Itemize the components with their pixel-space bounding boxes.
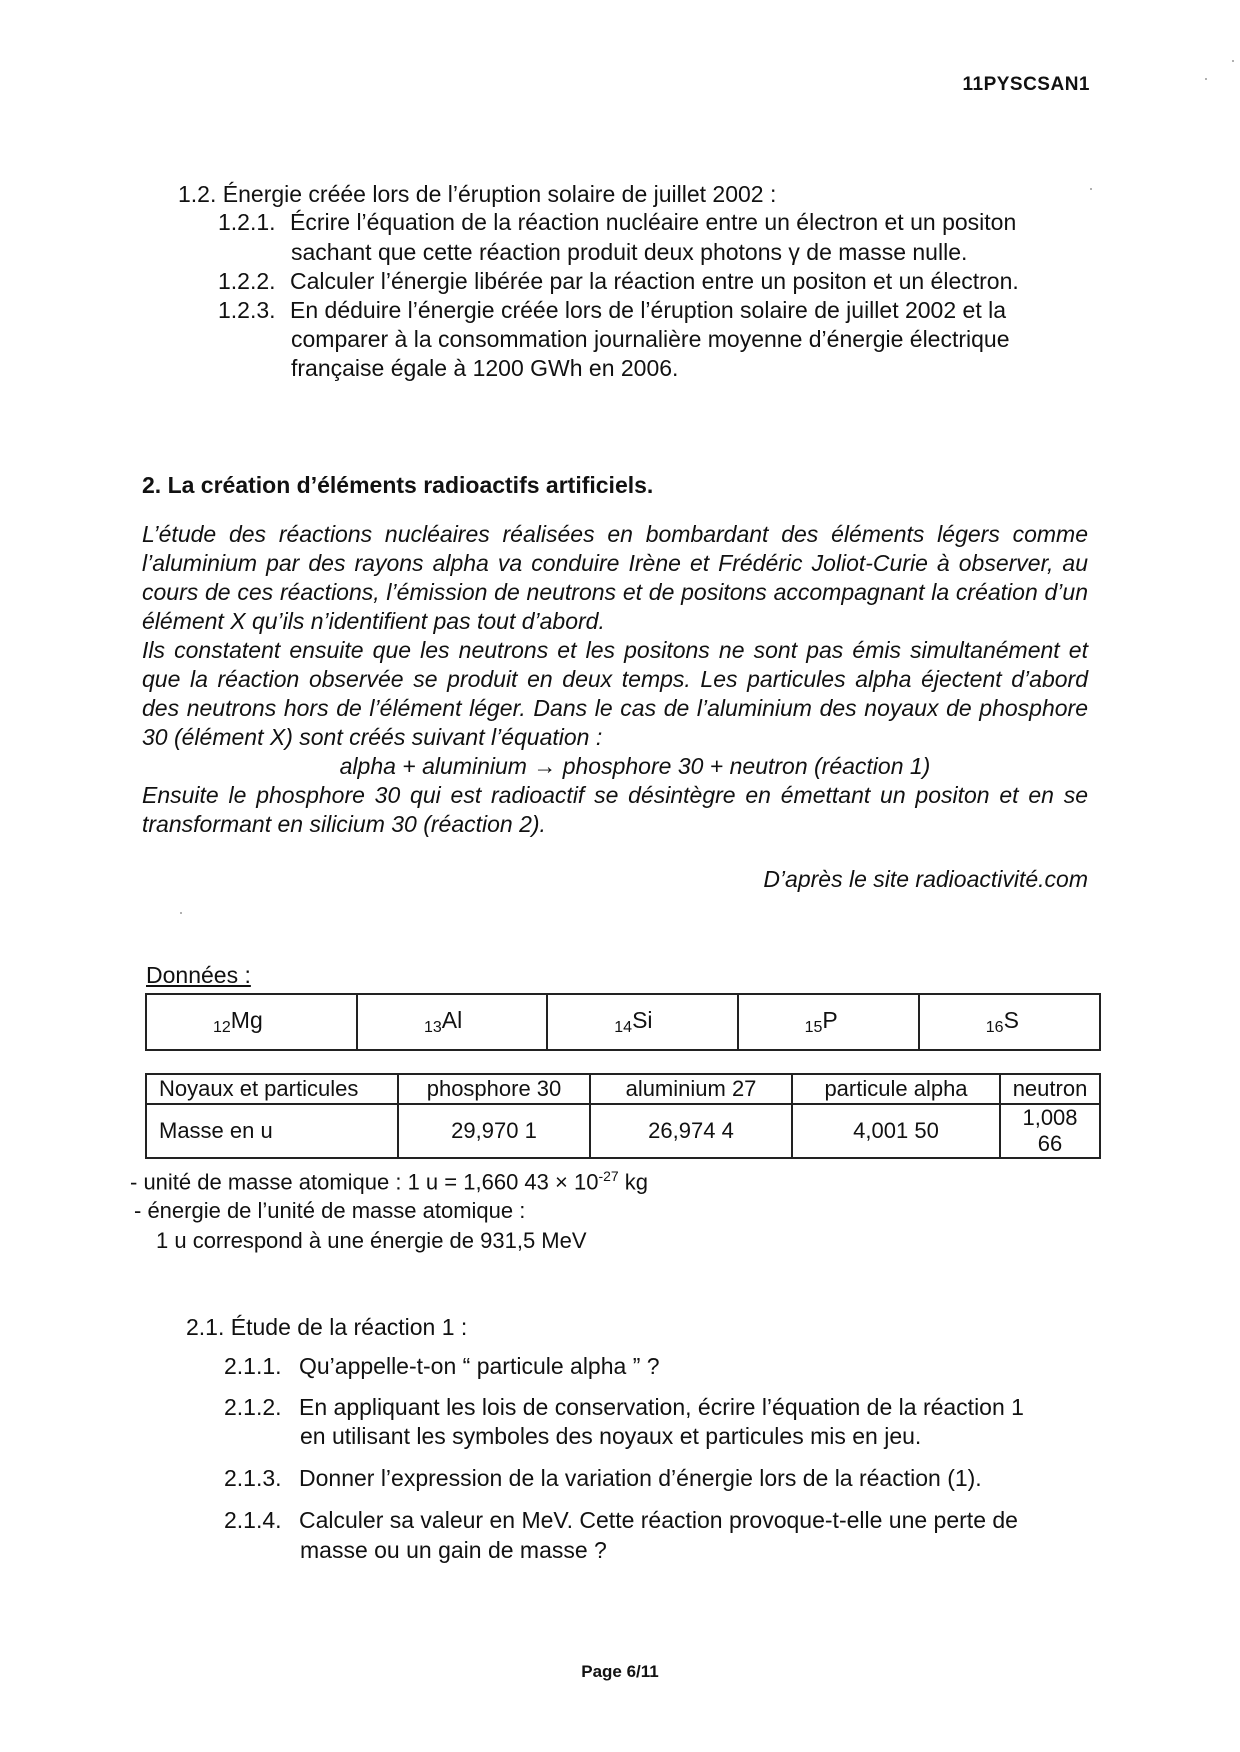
quote-block: [142, 520, 1088, 839]
question-1-2-2: [218, 267, 1019, 296]
page-number: Page 6/11: [581, 1662, 659, 1681]
table-cell: phosphore 30: [398, 1074, 590, 1104]
scan-speck: [1205, 78, 1207, 80]
scan-speck: [1232, 60, 1234, 62]
table-cell: 26,974 4: [590, 1104, 792, 1158]
question-1-2-1-cont: sachant que cette réaction produit deux photons γ de masse nulle.: [291, 239, 968, 265]
data-label: Données :: [146, 962, 251, 988]
question-2-1-4: [224, 1506, 1018, 1535]
question-1-2-1: [218, 208, 1016, 237]
energy-line-2: 1 u correspond à une énergie de 931,5 MeV: [156, 1228, 587, 1253]
element-cell: $_{14}$Si: [547, 994, 737, 1050]
question-number: 2.1.2.: [224, 1394, 282, 1420]
question-number: 1.2.2.: [218, 268, 276, 294]
question-text: Calculer l’énergie libérée par la réaction entre un positon et un électron.: [290, 268, 1019, 294]
question-text: En déduire l’énergie créée lors de l’éruption solaire de juillet 2002 et la: [290, 297, 1006, 323]
element-cell: $_{16}$S: [919, 994, 1100, 1050]
element-cell: $_{12}$Mg: [146, 994, 357, 1050]
quote-paragraph-3: Ensuite le phosphore 30 qui est radioactif se désintègre en émettant un positon et en se transformant en silicium 30 (réaction 2).: [142, 782, 1088, 837]
question-number: 1.2.1.: [218, 209, 276, 235]
question-2-1-1: [224, 1352, 660, 1381]
question-2-1-2: [224, 1393, 1024, 1422]
table-cell: particule alpha: [792, 1074, 1000, 1104]
heading-text: Énergie créée lors de l’éruption solaire de juillet 2002 :: [222, 181, 777, 207]
section-title: 2. La création d’éléments radioactifs artificiels.: [142, 472, 654, 498]
element-cell: $_{13}$Al: [357, 994, 547, 1050]
question-2-1-4-cont: masse ou un gain de masse ?: [300, 1537, 607, 1563]
question-number: 2.1.3.: [224, 1465, 282, 1491]
heading-text: Étude de la réaction 1 :: [230, 1314, 468, 1340]
table-cell: Noyaux et particules: [146, 1074, 398, 1104]
quote-paragraph-1: L’étude des réactions nucléaires réalisées en bombardant des éléments légers comme l’aluminium par des rayons alpha va conduire Irène et Frédéric Joliot-Curie à observer, au cours de ces réactions, l’émission de neutrons et de positons accompagnant la création d’un élément X qu’ils n’identifient pas tout d’abord.: [142, 521, 1088, 634]
table-row: [146, 1104, 1100, 1158]
heading-number: 1.2.: [178, 181, 217, 207]
question-text: Calculer sa valeur en MeV. Cette réaction provoque-t-elle une perte de: [299, 1507, 1018, 1533]
question-number: 1.2.3.: [218, 297, 276, 323]
elements-table: [145, 993, 1101, 1051]
heading-1-2: [178, 180, 776, 209]
question-text: En appliquant les lois de conservation, écrire l’équation de la réaction 1: [299, 1394, 1024, 1420]
reaction-1-equation: alpha + aluminium → phosphore 30 + neutron (réaction 1): [339, 753, 931, 779]
question-1-2-3: [218, 296, 1006, 325]
table-cell: neutron: [1000, 1074, 1100, 1104]
question-1-2-3-cont2: française égale à 1200 GWh en 2006.: [291, 355, 679, 381]
quote-paragraph-2: Ils constatent ensuite que les neutrons et les positons ne sont pas émis simultanément et que la réaction observée se produit en deux temps. Les particules alpha éjectent d’abord des neutrons hors de l’élément léger. Dans le cas de l’aluminium des noyaux de phosphore 30 (élément X) sont créés suivant l’équation :: [142, 637, 1088, 750]
masses-table: [145, 1073, 1101, 1159]
question-text: Donner l’expression de la variation d’énergie lors de la réaction (1).: [299, 1465, 982, 1491]
table-cell: 1,008 66: [1000, 1104, 1100, 1158]
question-number: 2.1.1.: [224, 1353, 282, 1379]
table-header-row: [146, 1074, 1100, 1104]
uma-line: - unité de masse atomique : 1 u = 1,660 $43 \times 10^{-27}$ kg: [130, 1168, 649, 1195]
scan-speck: [1090, 188, 1092, 190]
question-text: Qu’appelle-t-on “ particule alpha ” ?: [299, 1353, 660, 1379]
energy-line-1: - énergie de l’unité de masse atomique :: [134, 1198, 526, 1223]
table-cell: 4,001 50: [792, 1104, 1000, 1158]
document-code: 11PYSCSAN1: [962, 74, 1090, 95]
question-number: 2.1.4.: [224, 1507, 282, 1533]
question-2-1-3: [224, 1464, 982, 1493]
scan-speck: [180, 912, 182, 914]
question-1-2-3-cont: comparer à la consommation journalière moyenne d’énergie électrique: [291, 326, 1010, 352]
table-cell: Masse en u: [146, 1104, 398, 1158]
question-text: Écrire l’équation de la réaction nucléaire entre un électron et un positon: [290, 209, 1017, 235]
source-citation: D’après le site radioactivité.com: [763, 866, 1088, 892]
heading-number: 2.1.: [186, 1314, 225, 1340]
element-cell: $_{15}$P: [738, 994, 919, 1050]
table-cell: aluminium 27: [590, 1074, 792, 1104]
question-2-1-2-cont: en utilisant les symboles des noyaux et particules mis en jeu.: [300, 1423, 922, 1449]
heading-2-1: [186, 1313, 467, 1342]
table-cell: 29,970 1: [398, 1104, 590, 1158]
